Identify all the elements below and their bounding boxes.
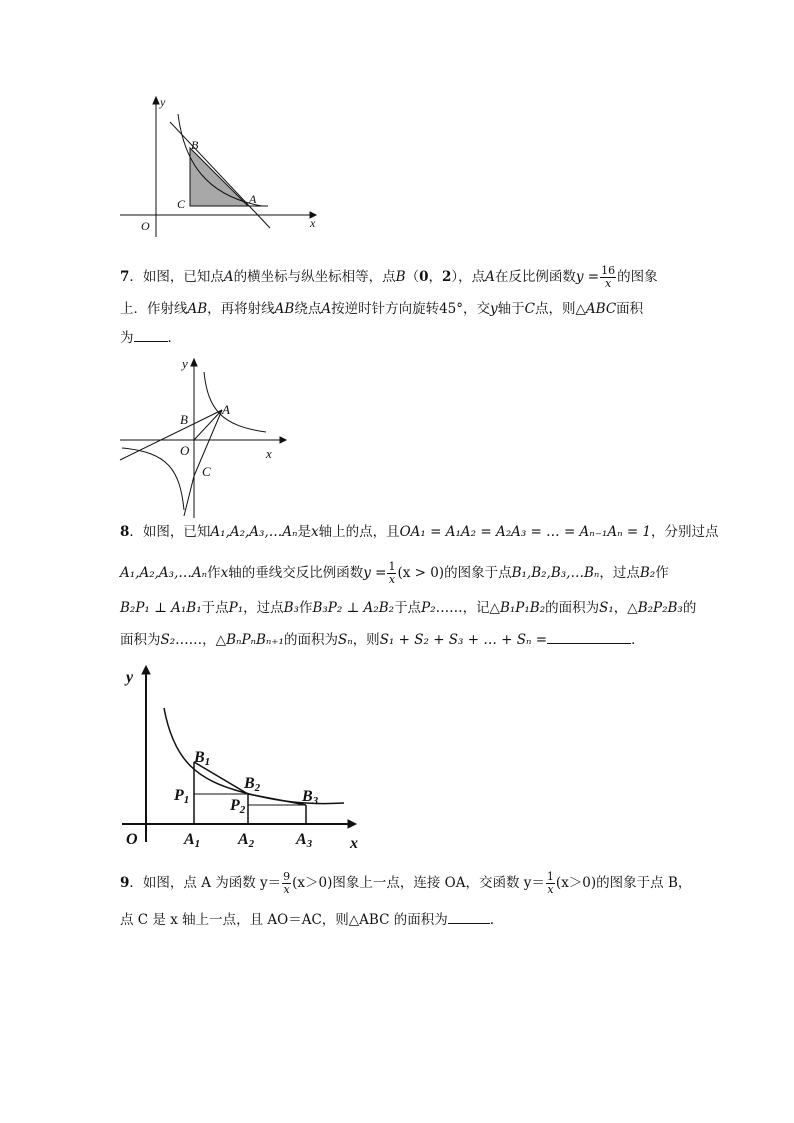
text: ．如图，已知: [129, 524, 211, 540]
text: ．如图，点 A 为函数 y＝: [129, 875, 282, 891]
text: 的图象: [617, 269, 658, 285]
label-b: B: [191, 138, 199, 152]
text: 于点: [201, 600, 229, 616]
text: ，分别过点: [651, 524, 719, 540]
hyperbola-branch-3: [122, 448, 184, 510]
text: 绕点: [294, 301, 322, 317]
q8-number: 8: [120, 524, 130, 540]
q8-line-3: [120, 599, 696, 617]
label-x: x: [266, 446, 272, 461]
text: ，△: [613, 600, 638, 616]
figure-q7: [114, 352, 294, 522]
label-o: O: [126, 831, 138, 848]
text: ．如图，已知点: [129, 269, 224, 285]
label-p2: P2: [230, 797, 246, 816]
fraction-numerator: 9: [283, 870, 291, 883]
text: ．: [167, 330, 181, 346]
text: (x＞0)的图象于点 B，: [555, 875, 692, 891]
text: 的: [682, 600, 697, 616]
q9-number: 9: [120, 875, 130, 891]
q7-line-3: [120, 328, 181, 347]
text: ，过点: [599, 565, 640, 581]
math-a: A: [223, 269, 234, 285]
label-b1: B1: [194, 749, 211, 768]
fraction-numerator: 1: [388, 560, 396, 573]
hyperbola-branch-1: [204, 372, 266, 432]
text: 的图象于点: [444, 565, 512, 581]
text: 作: [655, 565, 669, 581]
fraction-1-x: [387, 561, 396, 586]
math-y-eq: y =: [363, 565, 387, 581]
line-through-ab: [170, 122, 270, 228]
text: ，再将射线: [207, 301, 275, 317]
text: 点，则△: [535, 301, 586, 317]
math-x: x: [220, 565, 229, 581]
text: 作: [207, 565, 221, 581]
math-a-set: A₁,A₂,A₃,…Aₙ: [210, 524, 298, 540]
math-by: 2: [441, 269, 452, 285]
math-abc: ABC: [585, 301, 617, 317]
label-y: y: [126, 669, 134, 686]
x-axis-arrow: [348, 820, 356, 828]
math-b-set: B₁,B₂,B₃,…Bₙ: [511, 565, 600, 581]
label-c: C: [177, 197, 186, 211]
fraction-numerator: 1: [546, 870, 554, 883]
figure-q8: [118, 662, 368, 850]
q8-line-2: [120, 561, 669, 586]
line-ac-ext: [184, 476, 194, 516]
math-ab: AB: [187, 301, 208, 317]
text: ，: [428, 269, 442, 285]
math-x: x: [310, 524, 319, 540]
math-equation: OA₁ = A₁A₂ = A₂A₃ = … = Aₙ₋₁Aₙ = 1: [399, 524, 652, 540]
label-o: O: [141, 219, 150, 233]
label-p1: P1: [174, 787, 190, 806]
math-y: y: [490, 301, 498, 317]
text: 在反比例函数: [494, 269, 576, 285]
text: 的面积为: [545, 600, 600, 616]
math-condition: (x > 0): [397, 565, 445, 581]
q7-line-1: [120, 265, 658, 290]
text: .: [489, 912, 495, 928]
math-b2: B₂: [639, 565, 656, 581]
fraction-denominator: x: [388, 573, 396, 586]
math-sn: Sₙ: [337, 632, 353, 648]
text: (x＞0)图象上一点，连接 OA，交函数 y＝: [292, 875, 545, 891]
q9-line-2: [120, 910, 494, 929]
text: 轴上的点，且: [318, 524, 400, 540]
math-b3: B₃: [283, 600, 299, 616]
label-x: x: [350, 835, 358, 850]
q7-number: 7: [120, 269, 130, 285]
fraction-9-x: [282, 871, 291, 896]
label-a3: A3: [296, 831, 313, 850]
answer-blank[interactable]: [134, 328, 168, 342]
text: 作: [298, 600, 313, 616]
text: 是: [297, 524, 311, 540]
fraction-16-x: [600, 265, 616, 290]
x-axis-arrow: [280, 437, 286, 443]
answer-blank[interactable]: [448, 910, 490, 924]
math-perp-2: B₃P₂ ⊥ A₂B₂: [312, 600, 395, 616]
text: 的面积为: [283, 632, 338, 648]
label-c: C: [202, 464, 211, 479]
math-a-set: A₁,A₂,A₃,…Aₙ: [120, 565, 208, 581]
fraction-denominator: x: [547, 883, 554, 896]
label-b2: B2: [244, 775, 261, 794]
math-c: C: [524, 301, 536, 317]
math-triangle-1: B₁P₁B₂: [499, 600, 546, 616]
math-b: B: [395, 269, 406, 285]
math-y-eq: y =: [575, 269, 600, 285]
text: 轴于: [497, 301, 525, 317]
y-axis-arrow: [153, 97, 159, 104]
label-y: y: [182, 356, 188, 371]
q8-line-1: [120, 523, 719, 541]
fraction-numerator: 16: [601, 264, 616, 277]
y-axis-arrow: [142, 666, 150, 674]
text: ，过点: [243, 600, 284, 616]
math-perp-1: B₂P₁ ⊥ A₁B₁: [120, 600, 202, 616]
q8-line-4: [120, 630, 645, 649]
text: （: [405, 269, 420, 285]
fraction-denominator: x: [605, 277, 612, 290]
math-s1: S₁: [599, 600, 614, 616]
text: 的横坐标与纵坐标相等，点: [233, 269, 396, 285]
label-a: A: [249, 192, 257, 206]
shaded-triangle-abc: [190, 148, 248, 206]
q9-line-1: [120, 871, 691, 896]
text: ，则: [352, 632, 380, 648]
figure-q6: [110, 92, 330, 242]
math-p2: P₂: [421, 600, 436, 616]
label-b3: B3: [302, 788, 319, 807]
q7-line-2: [120, 300, 643, 318]
text: ），点: [451, 269, 486, 285]
text: 按逆时针方向旋转45°，交: [331, 301, 491, 317]
math-a: A: [321, 301, 332, 317]
math-bx: 0: [419, 269, 429, 285]
fraction-denominator: x: [283, 883, 290, 896]
label-y: y: [160, 95, 166, 109]
text: 为: [120, 330, 134, 346]
math-p1: P₁: [228, 600, 244, 616]
line-oa: [194, 410, 222, 440]
answer-blank[interactable]: [547, 630, 631, 644]
fraction-1-x: [546, 871, 555, 896]
label-x: x: [310, 216, 316, 230]
label-a2: A2: [238, 831, 255, 850]
label-a1: A1: [184, 831, 201, 850]
math-a: A: [485, 269, 495, 285]
text: 点 C 是 x 轴上一点，且 AO＝AC，则△ABC 的面积为: [120, 912, 448, 928]
text: 面积: [616, 301, 644, 317]
text: 面积为: [120, 632, 161, 648]
text: 轴的垂线交反比例函数: [228, 565, 364, 581]
label-o: O: [180, 443, 190, 458]
label-b: B: [180, 412, 188, 427]
label-a: A: [222, 402, 230, 417]
text: ．: [631, 632, 645, 648]
y-axis-arrow: [191, 359, 197, 366]
text: ……，△: [175, 632, 227, 648]
math-triangle-2: B₂P₂B₃: [637, 600, 683, 616]
math-ab: AB: [274, 301, 295, 317]
text: ……，记△: [435, 600, 500, 616]
math-s2: S₂: [160, 632, 176, 648]
text: 上．作射线: [120, 301, 188, 317]
text: 于点: [394, 600, 422, 616]
math-sum: S₁ + S₂ + S₃ + … + Sₙ =: [379, 632, 548, 648]
line-ab: [120, 410, 222, 460]
math-triangle-n: BₙPₙBₙ₊₁: [226, 632, 284, 648]
